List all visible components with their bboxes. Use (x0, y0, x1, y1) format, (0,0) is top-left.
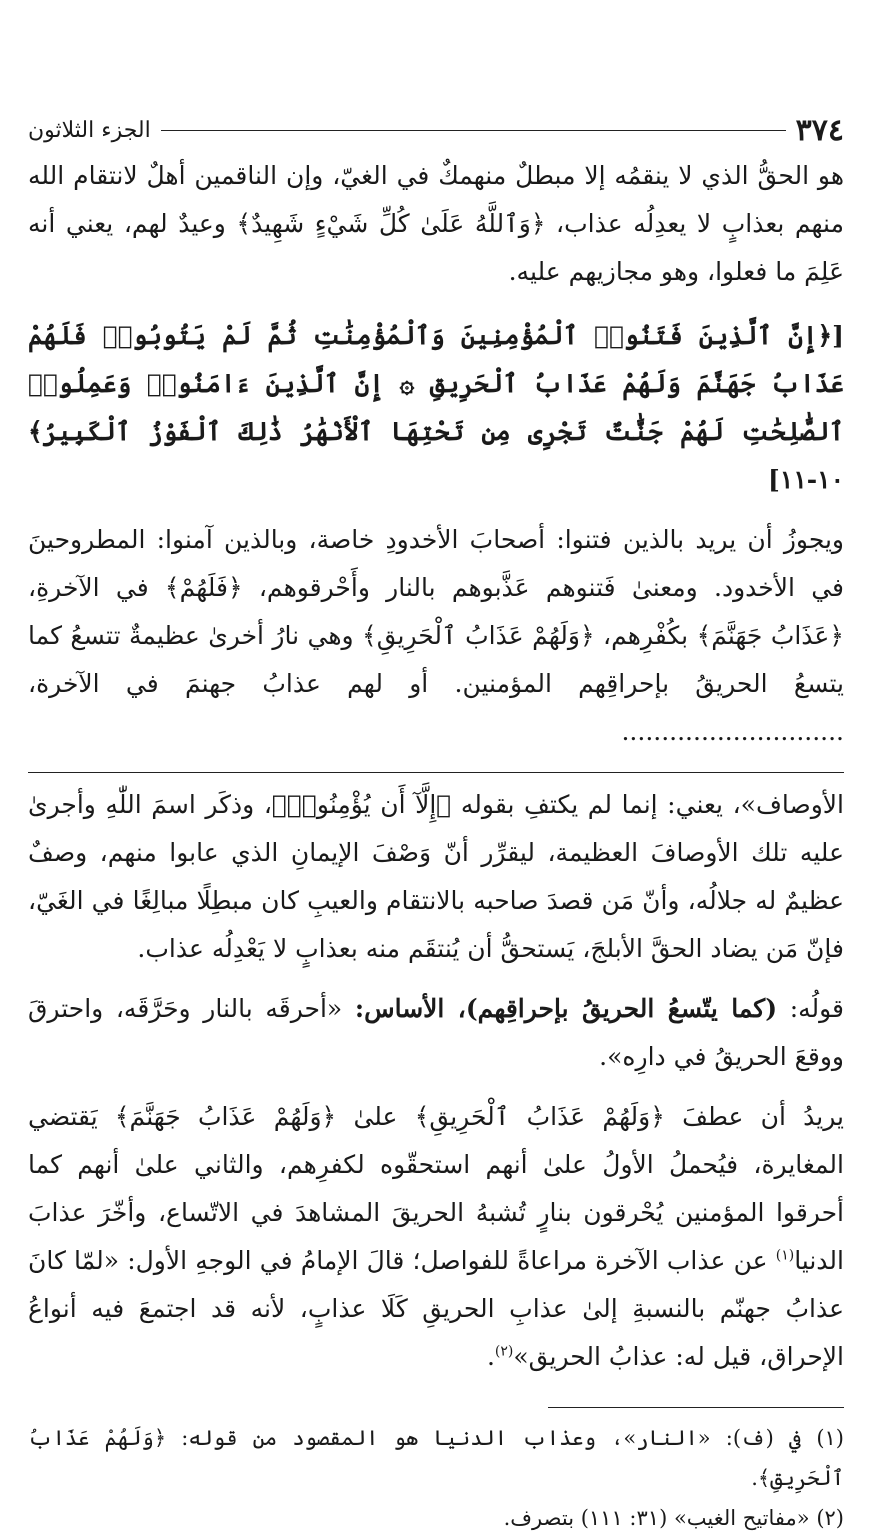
footnote-ref-1[interactable]: (١) (775, 1247, 795, 1264)
commentary (28, 781, 844, 1381)
commentary-3-part-a: يريدُ أن عطفَ ﴿وَلَهُمْ عَذَابُ ٱلْحَرِيقِ﴾ علىٰ ﴿وَلَهُمْ عَذَابُ جَهَنَّمَ﴾ يَقتضي المغايرة، فيُحملُ الأولُ علىٰ أنهم استحقّوه لكفرِهم، والثاني علىٰ أنهم كما أحرقوا المؤمنين يُحْرقون بنارٍ تُشبهُ الحريقَ المشاهدَ في الاتّساع، وأخّرَ عذابَ الدنيا (28, 1102, 844, 1275)
commentary-2-lead: قولُه: (777, 994, 844, 1023)
main-text (28, 152, 844, 756)
footnote-divider (548, 1407, 844, 1408)
commentary-paragraph-1: الأوصاف»، يعني: إنما لم يكتفِ بقوله ﴿إِلَّآ أَن يُؤْمِنُوا۟﴾، وذكَر اسمَ اللّٰهِ وأجرىٰ عليه تلك الأوصافَ العظيمة، ليقرِّر أنّ وَصْفَ الإيمانِ الذي عابوا منهم، وصفٌ عظيمٌ له جلالُه، وأنّ مَن قصدَ صاحبه بالانتقام والعيبِ كان مبطِلًا مبالِغًا في الغَيّ، فإنّ مَن يضاد الحقَّ الأبلجَ، يَستحقُّ أن يُنتقَم منه بعذابٍ لا يَعْدِلُه عذاب. (28, 790, 844, 963)
paragraph-1: هو الحقُّ الذي لا ينقمُه إلا مبطلٌ منهمكٌ في الغيّ، وإن الناقمين أهلٌ لانتقام الله منهم بعذابٍ لا يعدِلُه عذاب، ﴿وَٱللَّهُ عَلَىٰ كُلِّ شَيْءٍ شَهِيدٌ﴾ وعيدٌ لهم، يعني أنه عَلِمَ ما فعلوا، وهو مجازيهم عليه. (28, 161, 844, 286)
page (28, 108, 844, 1538)
page-number: ٣٧٤ (795, 112, 844, 148)
commentary-2-quote: (كما يتّسعُ الحريقُ بإحراقِهم)، الأساس: (354, 994, 778, 1023)
page-header (28, 108, 844, 152)
quran-verse: [﴿إِنَّ ٱلَّذِينَ فَتَنُوا۟ ٱلْمُؤْمِنِينَ وَٱلْمُؤْمِنَٰتِ ثُمَّ لَمْ يَتُوبُوا۟ فَلَهُمْ عَذَابُ جَهَنَّمَ وَلَهُمْ عَذَابُ ٱلْحَرِيقِ ۞ إِنَّ ٱلَّذِينَ ءَامَنُوا۟ وَعَمِلُوا۟ ٱلصَّٰلِحَٰتِ لَهُمْ جَنَّٰتٌ تَجْرِى مِن تَحْتِهَا ٱلْأَنْهَٰرُ ذَٰلِكَ ٱلْفَوْزُ ٱلْكَبِيرُ﴾ ١٠-١١] (28, 321, 844, 494)
footnote-1: (١) في (ف): «النار»، وعذاب الدنيا هو المقصود من قوله: ﴿وَلَهُمْ عَذَابُ ٱلْحَرِيقِ﴾. (28, 1426, 844, 1490)
continuation-dots: ............................ (621, 717, 844, 746)
footnote-ref-2[interactable]: (٢) (494, 1343, 514, 1360)
commentary-3-part-b: عن عذاب الآخرة مراعاةً للفواصل؛ قالَ الإمامُ في الوجهِ الأول: «لمّا كانَ عذابُ جهنّم بالنسبةِ إلىٰ عذابِ الحريقِ كَلَا عذابٍ، لأنه قد اجتمعَ فيه أنواعُ الإحراق، قيل له: عذابُ الحريق» (28, 1246, 844, 1371)
part-title: الجزء الثلاثون (28, 117, 151, 143)
header-rule (161, 130, 786, 131)
main-divider (28, 772, 844, 773)
commentary-paragraph-3 (28, 1093, 844, 1381)
commentary-2-rest: «أحرقَه بالنار وحَرَّقَه، واحترقَ ووقعَ الحريقُ في دارِه». (28, 994, 844, 1071)
footnote-2: (٢) «مفاتيح الغيب» (٣١: ١١١) بتصرف. (503, 1506, 844, 1530)
commentary-paragraph-2 (28, 985, 844, 1081)
paragraph-2-text: ويجوزُ أن يريد بالذين فتنوا: أصحابَ الأخدودِ خاصة، وبالذين آمنوا: المطروحينَ في الأخدود. ومعنىٰ فَتنوهم عَذَّبوهم بالنار وأَحْرقوهم، ﴿فَلَهُمْ﴾ في الآخرةِ، ﴿عَذَابُ جَهَنَّمَ﴾ بكُفْرِهم، ﴿وَلَهُمْ عَذَابُ ٱلْحَرِيقِ﴾ وهي نارُ أخرىٰ عظيمةٌ تتسعُ كما يتسعُ الحريقُ بإحراقِهم المؤمنين. أو لهم عذابُ جهنمَ في الآخرة، (28, 525, 844, 698)
paragraph-2 (28, 516, 844, 756)
footnotes (28, 1418, 844, 1538)
commentary-3-end: . (486, 1342, 495, 1371)
